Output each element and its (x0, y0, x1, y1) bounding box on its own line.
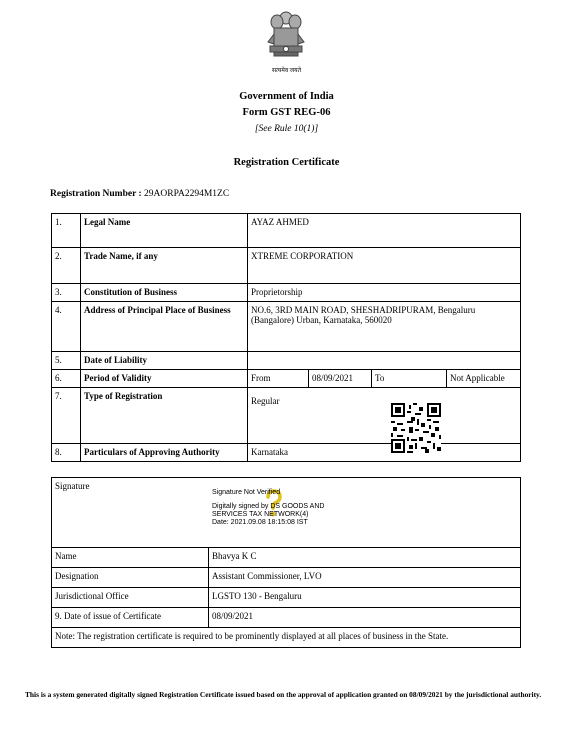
officer-value: Assistant Commissioner, LVO (209, 568, 521, 588)
row-value: Karnataka (248, 444, 521, 462)
row-label: Address of Principal Place of Business (81, 302, 248, 352)
row-number: 5. (52, 352, 81, 370)
table-row (52, 248, 521, 284)
government-title: Government of India (239, 91, 334, 102)
officer-label: Designation (52, 568, 209, 588)
row-label: Legal Name (81, 214, 248, 248)
officer-value: 08/09/2021 (209, 608, 521, 628)
emblem-motto: सत्यमेव जयते (271, 68, 302, 74)
officer-value: LGSTO 130 - Bengaluru (209, 588, 521, 608)
signature-status: Signature Not Verified (212, 489, 281, 496)
state-emblem-icon (262, 8, 310, 68)
row-number: 1. (52, 214, 81, 248)
signature-date: Date: 2021.09.08 18:15:08 IST (212, 519, 308, 526)
row-number: 4. (52, 302, 81, 352)
row-label: Type of Registration (81, 388, 248, 444)
table-row (52, 302, 521, 352)
digital-signature-block (212, 489, 324, 527)
row-number: 6. (52, 370, 81, 388)
registration-number-value: 29AORPA2294M1ZC (144, 189, 230, 199)
officer-label: Jurisdictional Office (52, 588, 209, 608)
row-label: Trade Name, if any (81, 248, 248, 284)
table-row (52, 352, 521, 370)
row-number: 8. (52, 444, 81, 462)
table-row (52, 444, 521, 462)
table-row (52, 388, 521, 444)
registration-number (50, 189, 229, 199)
signature-signed-by-2: SERVICES TAX NETWORK(4) (212, 511, 309, 518)
row-value (248, 388, 521, 444)
rule-reference: [See Rule 10(1)] (254, 124, 319, 134)
row-label: Constitution of Business (81, 284, 248, 302)
officer-value: Bhavya K C (209, 548, 521, 568)
form-title: Form GST REG-06 (242, 107, 331, 118)
validity-from-value: 08/09/2021 (309, 370, 372, 388)
table-row (52, 568, 521, 588)
signature-label: Signature (52, 478, 521, 548)
row-label: Particulars of Approving Authority (81, 444, 248, 462)
registration-number-label: Registration Number : (50, 189, 142, 199)
table-row (52, 608, 521, 628)
table-row (52, 284, 521, 302)
table-row (52, 548, 521, 568)
validity-from-label: From (248, 370, 309, 388)
officer-label: Name (52, 548, 209, 568)
registration-details-table (51, 213, 521, 462)
row-value: AYAZ AHMED (248, 214, 521, 248)
footer-note: This is a system generated digitally signed Registration Certificate issued based on the approval of application granted on 08/09/2021 by the jurisdictional authority. (25, 690, 542, 699)
row-label: Date of Liability (81, 352, 248, 370)
row-value: XTREME CORPORATION (248, 248, 521, 284)
row-number: 7. (52, 388, 81, 444)
page-title: Registration Certificate (233, 157, 340, 168)
row-number: 3. (52, 284, 81, 302)
validity-to-value: Not Applicable (447, 370, 521, 388)
row-value: NO.6, 3RD MAIN ROAD, SHESHADRIPURAM, Bengaluru (Bangalore) Urban, Karnataka, 560020 (248, 302, 521, 352)
table-row (52, 588, 521, 608)
row-label: Period of Validity (81, 370, 248, 388)
row-number: 2. (52, 248, 81, 284)
row-value (248, 352, 521, 370)
validity-to-label: To (372, 370, 447, 388)
qr-code-icon (391, 403, 441, 453)
officer-label: 9. Date of issue of Certificate (52, 608, 209, 628)
table-row (52, 370, 521, 388)
note-text: Note: The registration certificate is required to be prominently displayed at all places of business in the State. (52, 628, 521, 648)
note-row (52, 628, 521, 648)
table-row (52, 214, 521, 248)
signature-signed-by: Digitally signed by DS GOODS AND (212, 503, 325, 510)
row-value: Proprietorship (248, 284, 521, 302)
registration-type: Regular (251, 396, 280, 406)
